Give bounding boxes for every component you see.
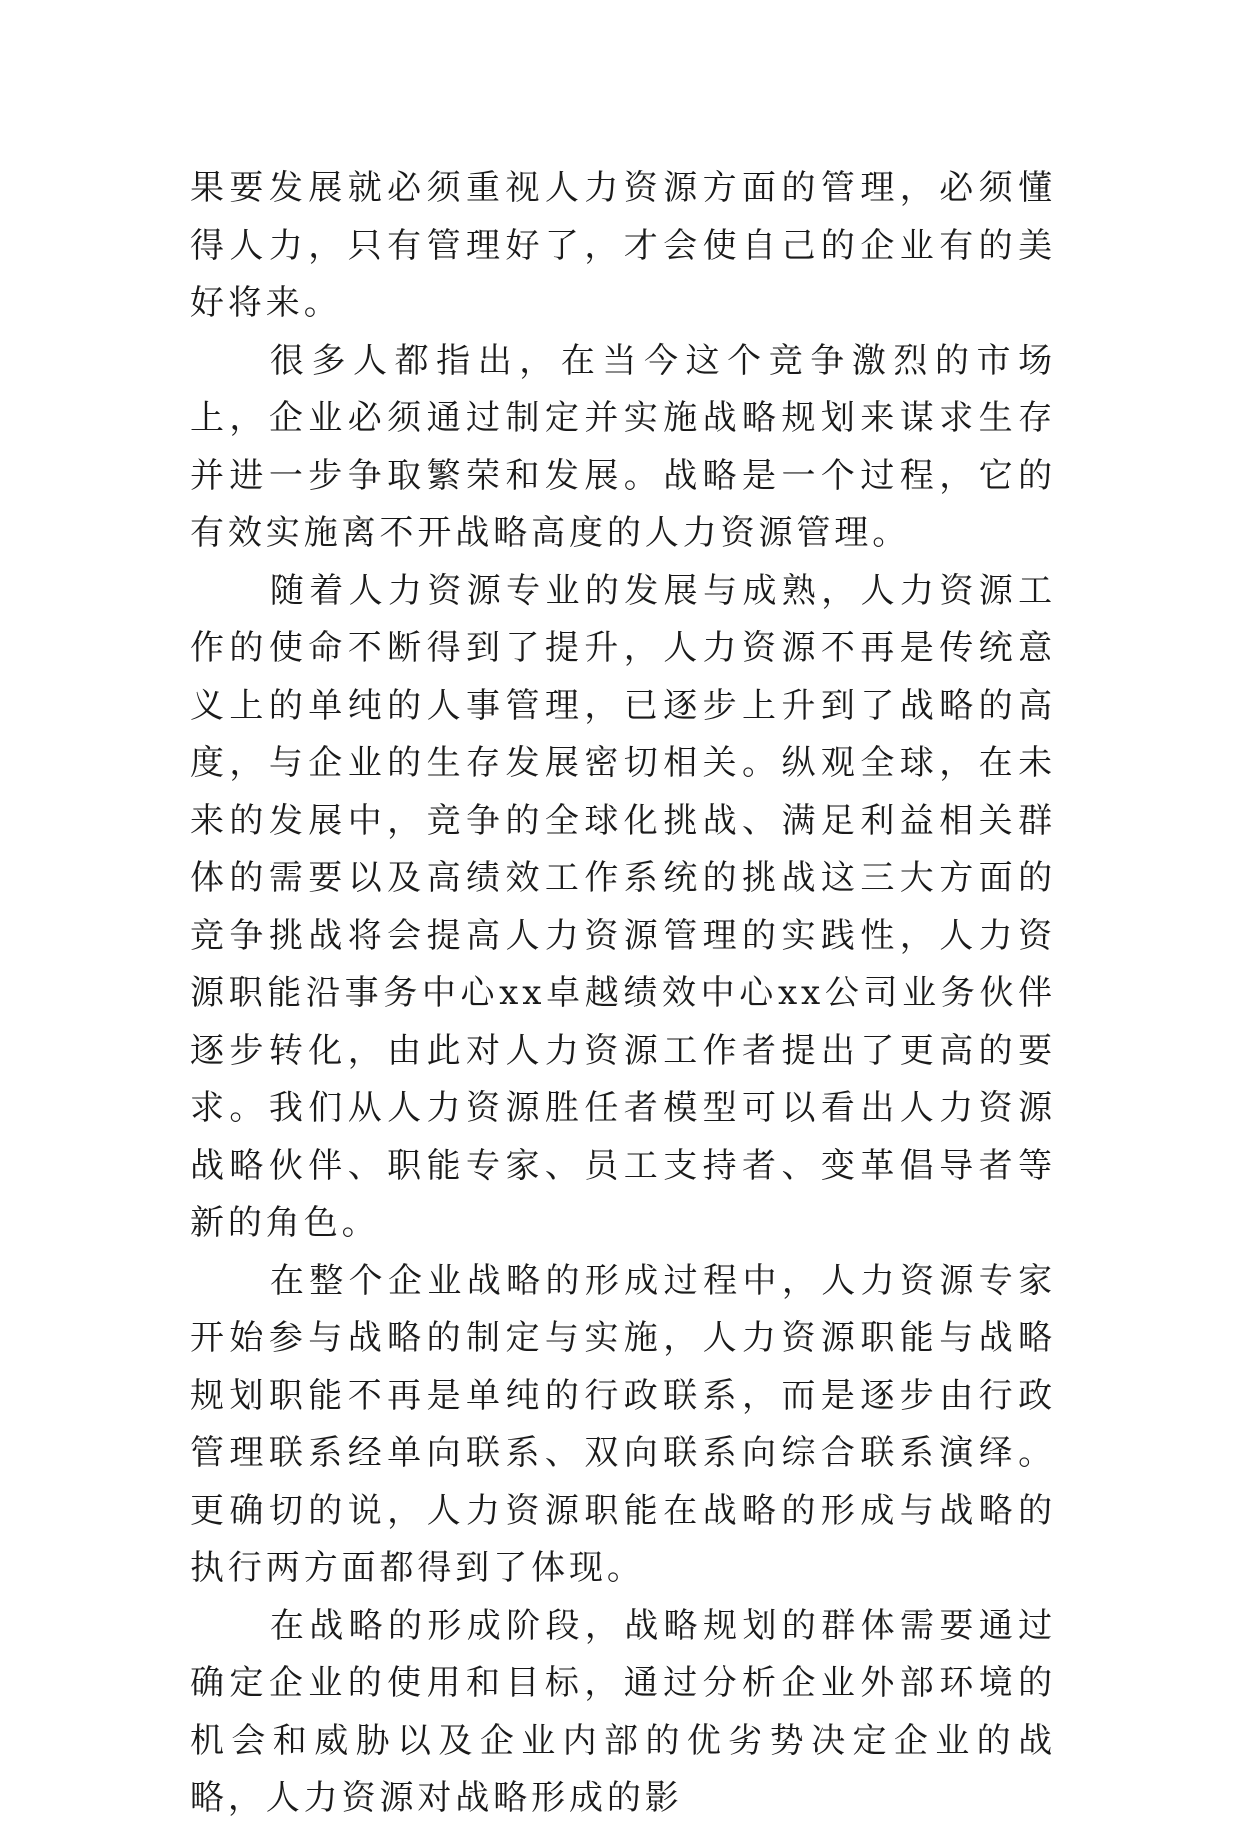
paragraph-1: 果要发展就必须重视人力资源方面的管理，必须懂得人力，只有管理好了，才会使自己的企业有的美好将来。 bbox=[190, 168, 1056, 323]
paragraph-3: 随着人力资源专业的发展与成熟，人力资源工作的使命不断得到了提升，人力资源不再是传统意义上的单纯的人事管理，已逐步上升到了战略的高度，与企业的生存发展密切相关。纵观全球，在未来的发展中，竞争的全球化挑战、满足利益相关群体的需要以及高绩效工作系统的挑战这三大方面的竞争挑战将会提高人力资源管理的实践性，人力资源职能沿事务中心xx卓越绩效中心xx公司业务伙伴逐步转化，由此对人力资源工作者提出了更高的要求。我们从人力资源胜任者模型可以看出人力资源战略伙伴、职能专家、员工支持者、变革倡导者等新的角色。 bbox=[190, 570, 1056, 1243]
paragraph-2: 很多人都指出，在当今这个竞争激烈的市场上，企业必须通过制定并实施战略规划来谋求生存并进一步争取繁荣和发展。战略是一个过程，它的有效实施离不开战略高度的人力资源管理。 bbox=[190, 340, 1056, 553]
paragraph-5: 在战略的形成阶段，战略规划的群体需要通过确定企业的使用和目标，通过分析企业外部环境的机会和威胁以及企业内部的优劣势决定企业的战略，人力资源对战略形成的影 bbox=[190, 1605, 1056, 1818]
document-body bbox=[190, 160, 1056, 1828]
paragraph-4: 在整个企业战略的形成过程中，人力资源专家开始参与战略的制定与实施，人力资源职能与战略规划职能不再是单纯的行政联系，而是逐步由行政管理联系经单向联系、双向联系向综合联系演绎。更确切的说，人力资源职能在战略的形成与战略的执行两方面都得到了体现。 bbox=[190, 1260, 1056, 1588]
